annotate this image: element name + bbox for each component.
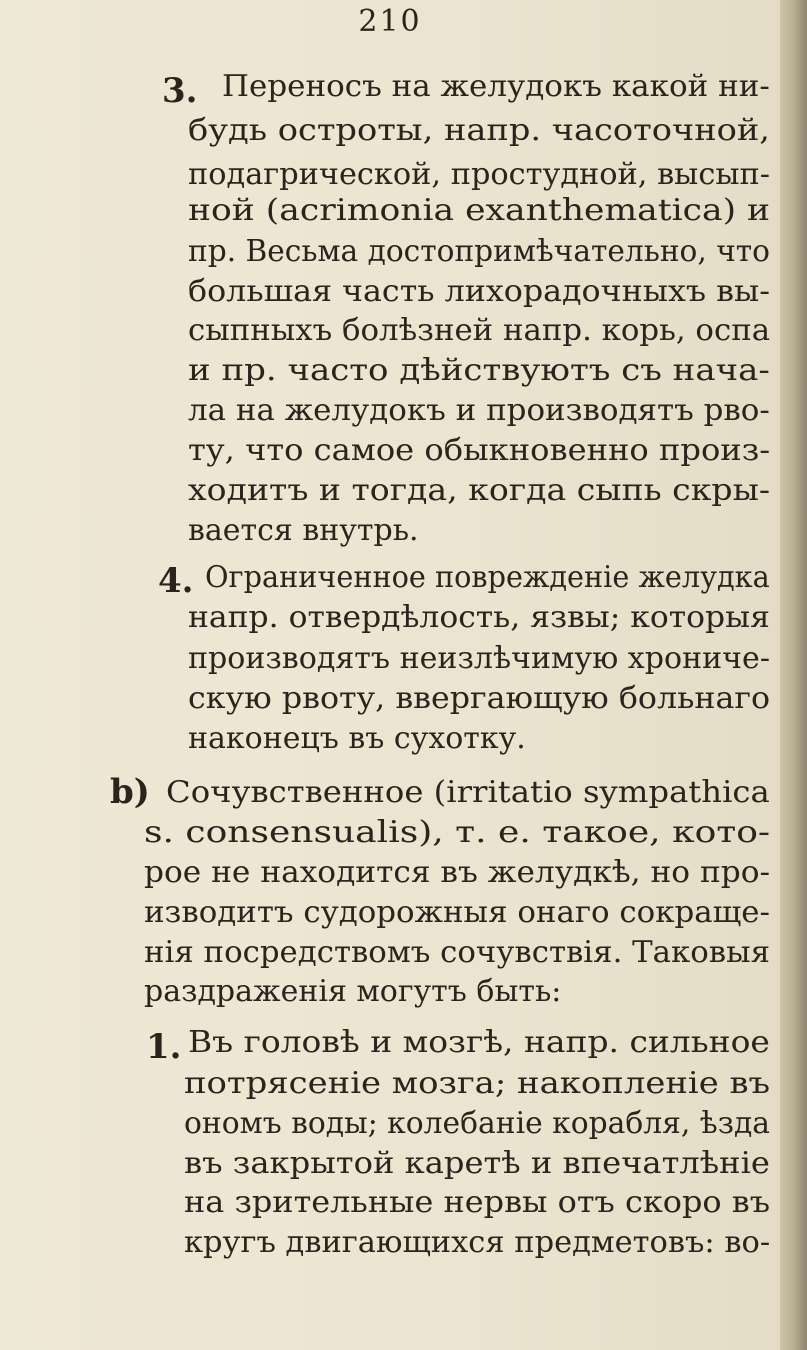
item-3-line-12: вается внутрь. — [188, 513, 419, 548]
item-3-line-10: ту, что самое обыкновенно произ- — [188, 433, 771, 468]
page-edge — [780, 0, 807, 1350]
item-3-line-6: большая часть лихорадочныхъ вы- — [188, 274, 770, 309]
item-3-line-2: будь остроты, напр. часоточной, — [188, 113, 770, 148]
item-3-marker: 3. — [162, 71, 198, 111]
item-4-line-3: производятъ неизлѣчимую хрониче- — [188, 641, 770, 676]
section-b-line-5: нія посредствомъ сочувствія. Таковыя — [144, 935, 771, 970]
item-3-line-9: ла на желудокъ и производятъ рво- — [188, 393, 770, 428]
item-4-line-4: скую рвоту, ввергающую больнаго — [188, 681, 771, 716]
item-1-line-2: потрясеніе мозга; накопленіе въ — [184, 1066, 771, 1101]
item-4-line-2: напр. отвердѣлость, язвы; которыя — [188, 600, 770, 635]
section-b-line-3: рое не находится въ желудкѣ, но про- — [144, 855, 771, 890]
item-3-line-1: Переносъ на желудокъ какой ни- — [222, 69, 770, 104]
item-4-line-1: Ограниченное поврежденіе желудка — [205, 560, 770, 595]
item-1-line-1: Въ головѣ и мозгѣ, напр. сильное — [188, 1025, 770, 1060]
item-3-line-11: ходитъ и тогда, когда сыпь скры- — [188, 473, 771, 508]
item-1-line-4: въ закрытой каретѣ и впечатлѣніе — [184, 1146, 770, 1181]
item-1-line-3: ономъ воды; колебаніе корабля, ѣзда — [184, 1106, 770, 1141]
item-3-line-5: пр. Весьма достопримѣчательно, что — [188, 234, 771, 269]
section-b-line-2: s. consensualis), т. е. такое, кото- — [144, 815, 771, 850]
item-4-marker: 4. — [158, 561, 194, 601]
section-b-line-6: раздраженія могутъ быть: — [144, 974, 562, 1009]
section-b-marker: b) — [110, 772, 150, 812]
section-b-line-1: Сочувственное (irritatio sympathica — [166, 775, 770, 810]
item-3-line-4: ной (acrimonia exanthematica) и — [188, 193, 771, 228]
item-3-line-3: подагрической, простудной, высып- — [188, 157, 770, 192]
item-4-line-5: наконецъ въ сухотку. — [188, 721, 526, 756]
item-3-line-8: и пр. часто дѣйствуютъ съ нача- — [188, 353, 770, 388]
item-1-marker: 1. — [146, 1027, 182, 1067]
section-b-line-4: изводитъ судорожныя онаго сокраще- — [144, 895, 770, 930]
item-3-line-7: сыпныхъ болѣзней напр. корь, оспа — [188, 313, 771, 348]
page-number: 210 — [358, 4, 422, 39]
item-1-line-5: на зрительные нервы отъ скоро въ — [184, 1185, 771, 1220]
item-1-line-6: кругъ двигающихся предметовъ: во- — [184, 1225, 771, 1260]
